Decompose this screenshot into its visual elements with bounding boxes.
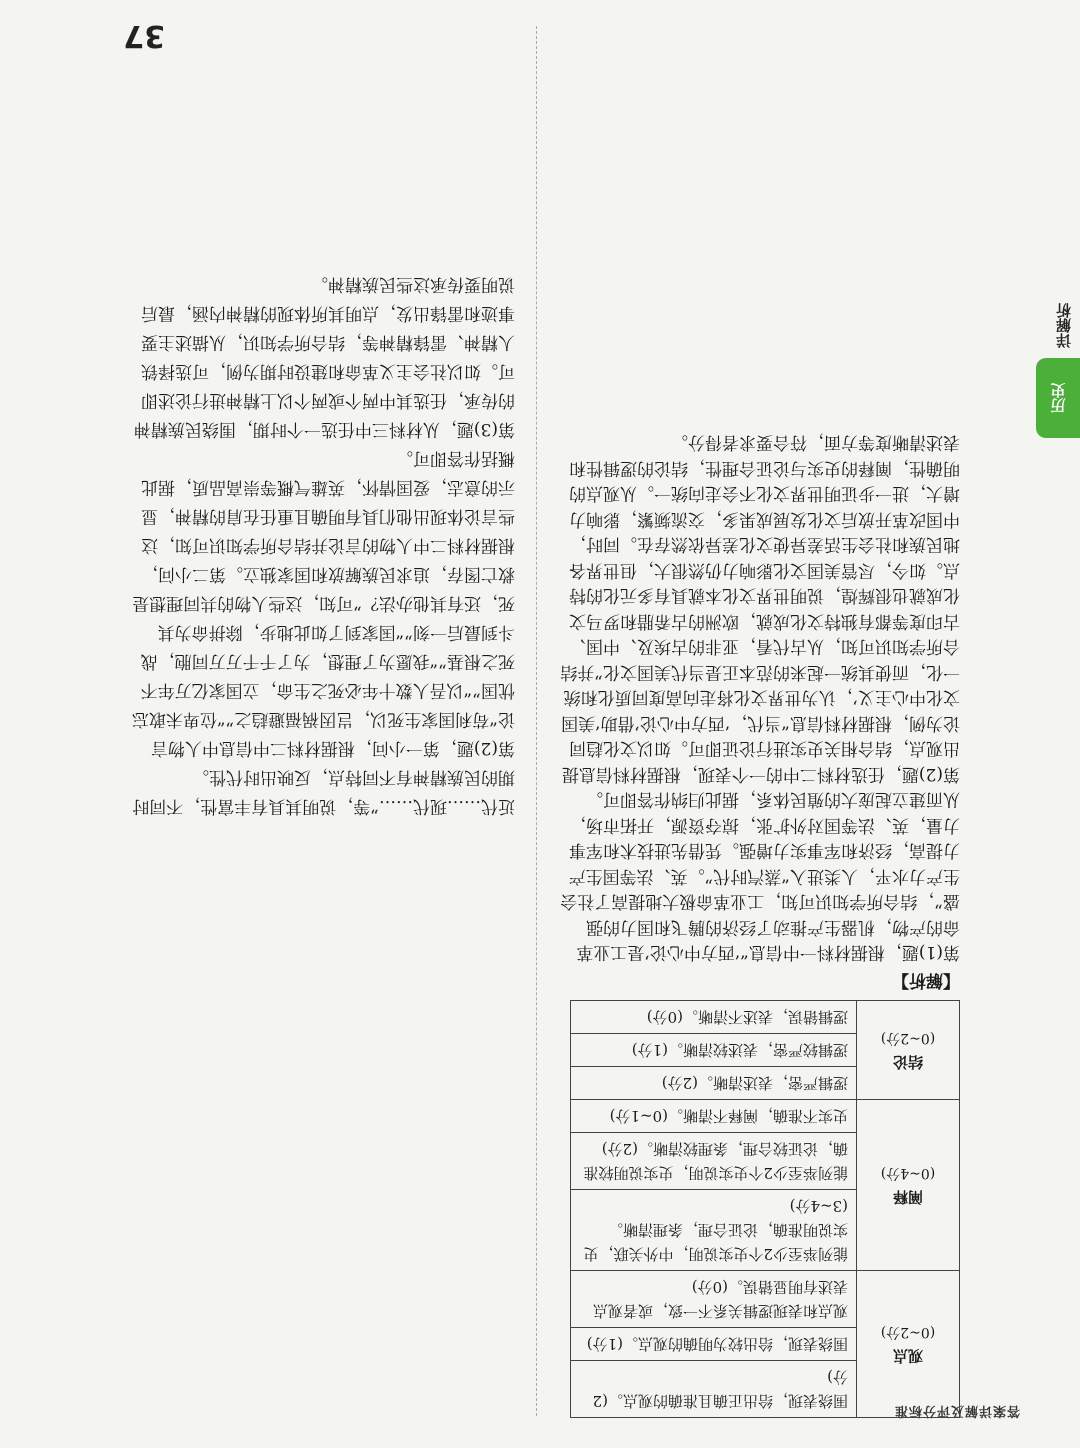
page-number: 37 xyxy=(123,18,165,53)
rubric-cell: 史实不准确，阐释不清晰。(0~1分) xyxy=(571,1100,857,1133)
table-row xyxy=(571,1361,960,1418)
table-row xyxy=(571,1190,960,1271)
rubric-category: 阐释 (0~4分) xyxy=(857,1100,960,1271)
right-column xyxy=(127,30,515,820)
table-row xyxy=(571,1067,960,1100)
left-column xyxy=(560,28,960,1418)
page-header: 答案详解及评分标准 xyxy=(893,1403,1020,1418)
rubric-cell: 能列举至少2个史实说明，史实说明较准确，论证较合理，条理较清晰。(2分) xyxy=(571,1133,857,1190)
rubric-cell: 逻辑较严密，表述较清晰。(1分) xyxy=(571,1034,857,1067)
section-label: 详解析 xyxy=(1055,303,1073,348)
rubric-category: 观点 (0~2分) xyxy=(857,1271,960,1418)
analysis-paragraph: 第(1)题，根据材料一中信息“‘西方中心论’是工业革命的产物，机器生产推动了经济的腾飞和国力的强盛”，结合所学知识可知，工业革命极大地提高了社会生产力水平，人类进入“蒸汽时代”。英、法等国生产力提高，经济和军事实力增强。凭借先进技术和军事力量，英、法等国对外扩张，掠夺资源，开拓市场，从而建立起庞大的殖民体系，据此归纳作答即可。 xyxy=(560,789,960,963)
subject-tab: 历史 xyxy=(1036,358,1080,438)
analysis-paragraph: 第(3)题，从材料三中任选一个时期，围绕民族精神的传承，任选其中两个或两个以上精神进行论述即可。如以社会主义革命和建设时期为例，可选择铁人精神、雷锋精神等，结合所学知识，从描述主要事迹和雷锋出发，点明其所体现的精神内涵，最后说明要传承这些民族精神。 xyxy=(133,274,515,439)
rubric-category: 结论 (0~2分) xyxy=(857,1001,960,1100)
rubric-table xyxy=(570,1000,960,1418)
answer-paragraph: 近代……现代……”等，说明其具有丰富性，不同时期的民族精神有不同特点，反映出时代性。 xyxy=(132,767,515,816)
rubric-cell: 能列举至少2个史实说明，中外关联，史实说明准确，论证合理，条理清晰。(3~4分) xyxy=(571,1190,857,1271)
rubric-cell: 观点和表现逻辑关系不一致，或者观点表述有明显错误。(0分) xyxy=(571,1271,857,1328)
analysis-heading: 【解析】 xyxy=(892,970,960,990)
rubric-cell: 围绕表现，给出较为明确的观点。(1分) xyxy=(571,1328,857,1361)
rubric-cell: 逻辑严密，表述清晰。(2分) xyxy=(571,1067,857,1100)
answer-paragraph: 第(2)题，第一小问，根据材料二中信息中人物言论“苟利国家生死以，岂因祸福避趋之”“位卑未敢忘忧国”“以吾人数十年必死之生命，立国家亿万年不死之根基”“我愿为了理想，为了千千万万同胞，战斗到最后一刻”“国家到了如此地步，除拼命为其死，还有其他办法？”可知，这些人物的共同理想是救亡图存，追求民族解放和国家独立。第二小问，根据材料二中人物的言论并结合所学知识可知，这些言论体现出他们具有明确且重任在肩的精神，显示的意志，爱国情怀，英雄气概等崇高品质，据此概括作答即可。 xyxy=(131,448,515,758)
column-divider xyxy=(536,26,537,1416)
rubric-cell: 逻辑错误，表述不清晰。(0分) xyxy=(571,1001,857,1034)
rubric-cell: 围绕表现，给出正确且准确的观点。(2分) xyxy=(571,1361,857,1418)
analysis-paragraph: 第(2)题，任选材料二中的一个表现，根据材料信息提出观点，结合相关史实进行论证即可。如以文化趋同论为例，根据材料信息“当代，‘西方中心论’借助‘美国文化中心主义’，认为世界文化将走向高度同质化和统一化，而使其统一起来的范本正是当代美国文化”并结合所学知识可知，从古代看，亚非的古埃及、中国、古印度等都有独特文化成就，欧洲的古希腊和罗马文化成就也很辉煌，说明世界文化本就具有多元化的特点。如今，尽管美国文化影响力仍然很大，但世界各地民族和社会生活差异使文化差异依然存在。同时，中国改革开放后文化发展成果多，交流频繁，影响力增大，进一步证明世界文化不会走向统一。从观点的明确性，阐释的史实与论证合理性，结论的逻辑性和表述清晰度等方面，符合要求者得分。 xyxy=(560,432,960,784)
